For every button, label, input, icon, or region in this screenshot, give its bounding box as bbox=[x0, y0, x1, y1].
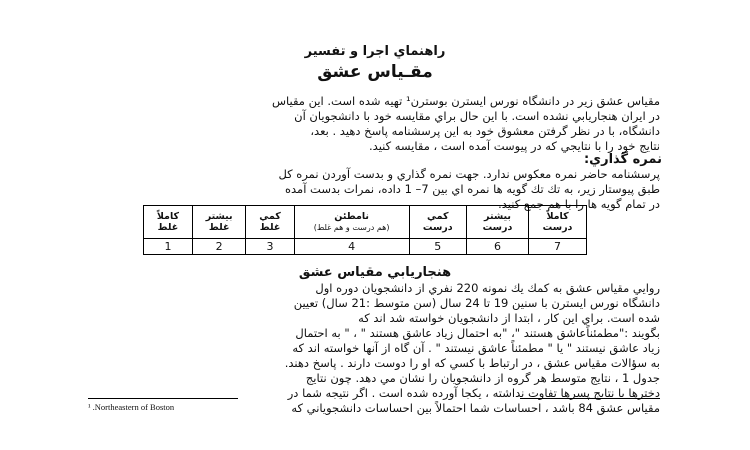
scoring-line: در تمام گويه ها را با هم جمع كنيد. bbox=[498, 197, 660, 211]
scale-value: 6 bbox=[466, 239, 528, 255]
intro-line: دانشگاه، با در نظر گرفتن معشوق خود به اين پرسشنامه پاسخ دهيد . بعد، bbox=[310, 124, 660, 138]
intro-line: نتايج خود را با نتايجي كه در پيوست آمده است ، مقايسه كنيد. bbox=[369, 139, 660, 153]
scale-label-cell bbox=[144, 206, 193, 239]
norms-paragraph bbox=[100, 281, 660, 416]
scale-label-cell bbox=[529, 206, 587, 239]
scale-label: بيشتر درست bbox=[482, 211, 513, 233]
scale-label-cell bbox=[409, 206, 466, 239]
scale-label-row bbox=[144, 206, 587, 239]
scale-label-cell bbox=[192, 206, 246, 239]
norms-line: جدول 1 ، نتايج متوسط هر گروه از دانشجويان را نشان مي دهد. چون نتايج bbox=[305, 371, 660, 385]
scale-label-note: (هم درست و هم غلط) bbox=[313, 223, 390, 232]
document-title: مقـياس عشق bbox=[317, 62, 433, 82]
footnote-divider-right bbox=[520, 398, 660, 399]
scale-label: كمي غلط bbox=[259, 211, 281, 233]
likert-scale-table bbox=[143, 205, 587, 255]
scale-label: بيشتر غلط bbox=[205, 211, 233, 233]
scale-label: كمي درست bbox=[422, 211, 453, 233]
scoring-heading: نمره گذاري: bbox=[583, 152, 662, 167]
scale-value: 4 bbox=[294, 239, 409, 255]
scoring-line: پرسشنامه حاضر نمره معكوس ندارد. جهت نمره گذاري و بدست آوردن نمره كل bbox=[278, 167, 660, 181]
footnote-divider bbox=[88, 398, 238, 399]
scale-label: نامطئن bbox=[334, 211, 369, 222]
scale-value: 1 bbox=[144, 239, 193, 255]
norms-line: بگويند :"مطمئناًعاشق هستند "، "به احتمال زياد عاشق هستند " ، " به احتمال bbox=[295, 326, 660, 340]
scale-value: 2 bbox=[192, 239, 246, 255]
scale-value-row bbox=[144, 239, 587, 255]
scale-label: كاملاً درست bbox=[542, 211, 573, 233]
norms-line: به سؤالات مقياس عشق ، در ارتباط با كسي كه او را دوست دارند . پاسخ دهند. bbox=[284, 356, 660, 370]
footnote: ¹ .Northeastern of Boston bbox=[88, 402, 175, 412]
scale-label-cell bbox=[466, 206, 528, 239]
intro-line: مقياس عشق زير در دانشگاه نورس ايسترن بوسترن¹ تهيه شده است. اين مقياس bbox=[271, 94, 660, 108]
scale-value: 7 bbox=[529, 239, 587, 255]
norms-line: مقياس عشق 84 باشد ، احساسات شما احتمالاً بين احساسات دانشجوياني كه bbox=[291, 401, 660, 415]
scale-value: 5 bbox=[409, 239, 466, 255]
norms-heading: هنجاريابي مقياس عشق bbox=[298, 265, 452, 280]
scale-label-cell bbox=[246, 206, 294, 239]
scale-label-cell bbox=[294, 206, 409, 239]
intro-line: در ايران هنجاريابي نشده است. با اين حال براي مقايسه خود با دانشجويان آن bbox=[294, 109, 660, 123]
document-subtitle: راهنماي اجرا و تفسير bbox=[304, 44, 446, 59]
norms-line: دخترها با نتايج پسرها تفاوت نداشته ، يكجا آورده شده است . اگر نتيجه شما در bbox=[287, 386, 660, 400]
norms-line: روايي مقياس عشق به كمك يك نمونه 220 نفري از دانشجويان دوره اول bbox=[315, 281, 660, 295]
scale-label: كاملاً غلط bbox=[156, 211, 180, 233]
norms-line: زياد عاشق نيستند " يا " مطمئناً عاشق نيستند " . آن گاه از آنها خواسته اند كه bbox=[292, 341, 660, 355]
scale-value: 3 bbox=[246, 239, 294, 255]
norms-line: دانشگاه نورس ايسترن با سنين 19 تا 24 سال (سن متوسط :21 سال) تعيين bbox=[293, 296, 660, 310]
scoring-line: طبق پيوستار زير، به تك تك گويه ها نمره اي بين 7– 1 داده، نمرات بدست آمده bbox=[284, 182, 660, 196]
norms-line: شده است. براي اين كار ، ابتدا از دانشجويان خواسته شد اند كه bbox=[358, 311, 660, 325]
intro-paragraph bbox=[100, 94, 660, 154]
